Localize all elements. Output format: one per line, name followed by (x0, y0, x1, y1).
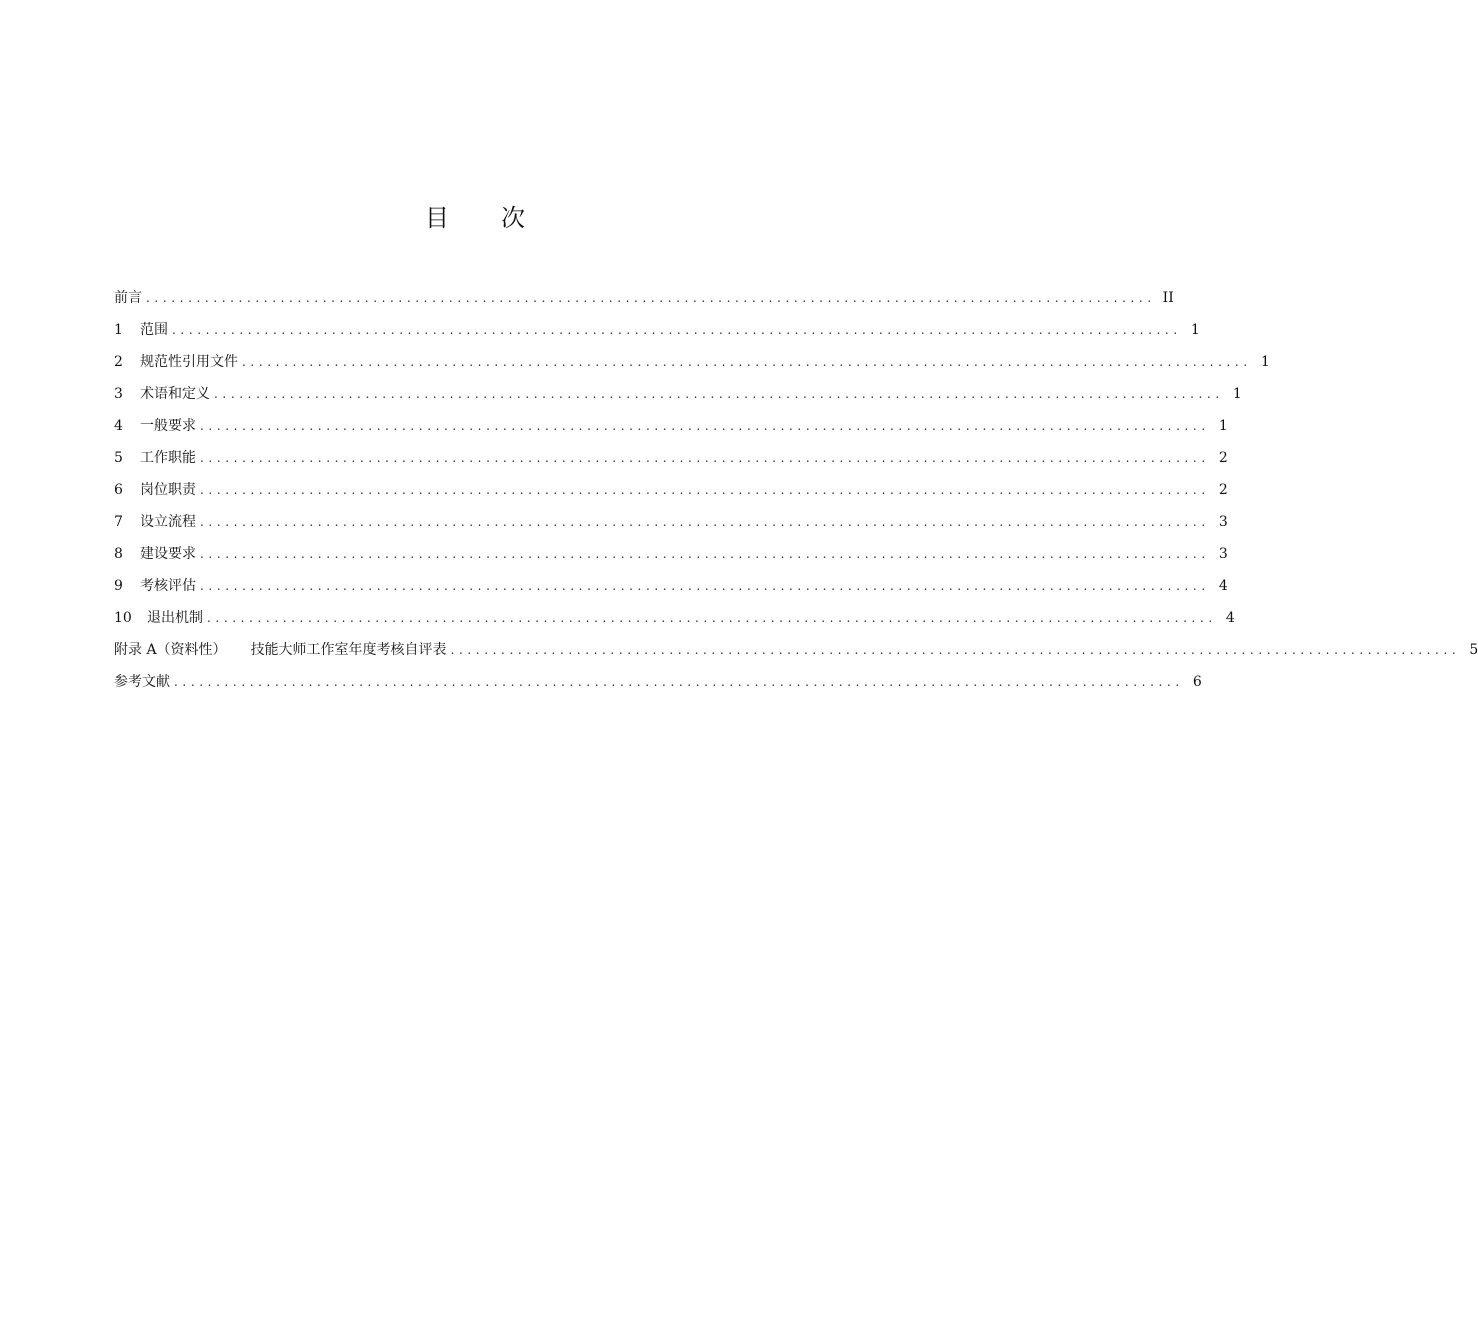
toc-page-number: 5 (1469, 642, 1478, 658)
toc-page-number: 1 (1190, 322, 1200, 338)
toc-entry-normative-references[interactable] (114, 350, 1270, 382)
toc-entry-bibliography[interactable] (114, 670, 1202, 702)
toc-section-number: 2 (114, 354, 123, 370)
toc-dot-leader: ........................................................................................................................ (214, 387, 1224, 401)
toc-page-number: II (1162, 290, 1174, 306)
toc-dot-leader: ........................................................................................................................ (207, 611, 1217, 625)
toc-dot-leader: ........................................................................................................................ (174, 675, 1184, 689)
title-char-1: 目 (425, 204, 449, 232)
toc-section-number: 3 (114, 386, 123, 402)
toc-section-number: 6 (114, 482, 123, 498)
toc-dot-leader: ........................................................................................................................ (200, 451, 1210, 465)
toc-entry-label: 设立流程 (140, 514, 196, 530)
toc-dot-leader: ........................................................................................................................ (200, 483, 1210, 497)
toc-page-number: 2 (1218, 450, 1228, 466)
toc-entry-label: 参考文献 (114, 674, 170, 690)
toc-entry-label: 岗位职责 (140, 482, 196, 498)
toc-annex-title: 技能大师工作室年度考核自评表 (250, 642, 447, 658)
toc-entry-label: 建设要求 (140, 546, 196, 562)
toc-entry-work-functions[interactable] (114, 446, 1228, 478)
toc-entry-scope[interactable] (114, 318, 1200, 350)
toc-section-number: 10 (114, 610, 132, 626)
toc-dot-leader: ........................................................................................................................ (242, 355, 1252, 369)
toc-section-number: 5 (114, 450, 123, 466)
toc-entry-label: 规范性引用文件 (140, 354, 238, 370)
toc-entry-general-requirements[interactable] (114, 414, 1228, 446)
toc-entry-label: 范围 (140, 322, 168, 338)
toc-section-number: 4 (114, 418, 123, 434)
page-title (0, 198, 950, 233)
toc-section-number: 7 (114, 514, 123, 530)
toc-page-number: 3 (1218, 514, 1228, 530)
toc-entry-label: 考核评估 (140, 578, 196, 594)
toc-dot-leader: ........................................................................................................................ (200, 579, 1210, 593)
toc-dot-leader: ........................................................................................................................ (450, 643, 1461, 657)
toc-dot-leader: ........................................................................................................................ (200, 419, 1210, 433)
toc-section-number: 1 (114, 322, 123, 338)
toc-section-number: 9 (114, 578, 123, 594)
toc-dot-leader: ........................................................................................................................ (146, 291, 1156, 305)
toc-entry-terms-definitions[interactable] (114, 382, 1242, 414)
toc-page-number: 1 (1260, 354, 1270, 370)
toc-entry-label: 前言 (114, 290, 142, 306)
toc-section-number: 8 (114, 546, 123, 562)
toc-entry-job-responsibilities[interactable] (114, 478, 1228, 510)
toc-entry-establishment-process[interactable] (114, 510, 1228, 542)
toc-page-number: 6 (1192, 674, 1202, 690)
toc-entry-assessment[interactable] (114, 574, 1228, 606)
toc-entry-label: 一般要求 (140, 418, 196, 434)
toc-page-number: 1 (1232, 386, 1242, 402)
toc-entry-exit-mechanism[interactable] (114, 606, 1235, 638)
toc-dot-leader: ........................................................................................................................ (172, 323, 1182, 337)
title-char-2: 次 (501, 204, 525, 232)
toc-page-number: 4 (1218, 578, 1228, 594)
toc-dot-leader: ........................................................................................................................ (200, 547, 1210, 561)
toc-entry-annex-a[interactable] (114, 638, 1478, 670)
toc-annex-label: 附录 A（资料性） (114, 642, 227, 658)
toc-dot-leader: ........................................................................................................................ (200, 515, 1210, 529)
toc-entry-label: 术语和定义 (140, 386, 210, 402)
toc-entry-construction-requirements[interactable] (114, 542, 1228, 574)
table-of-contents (114, 286, 1478, 702)
toc-page-number: 4 (1225, 610, 1235, 626)
toc-page-number: 1 (1218, 418, 1228, 434)
toc-entry-foreword[interactable] (114, 286, 1174, 318)
toc-entry-label: 退出机制 (147, 610, 203, 626)
toc-page-number: 2 (1218, 482, 1228, 498)
toc-entry-label: 工作职能 (140, 450, 196, 466)
toc-page-number: 3 (1218, 546, 1228, 562)
